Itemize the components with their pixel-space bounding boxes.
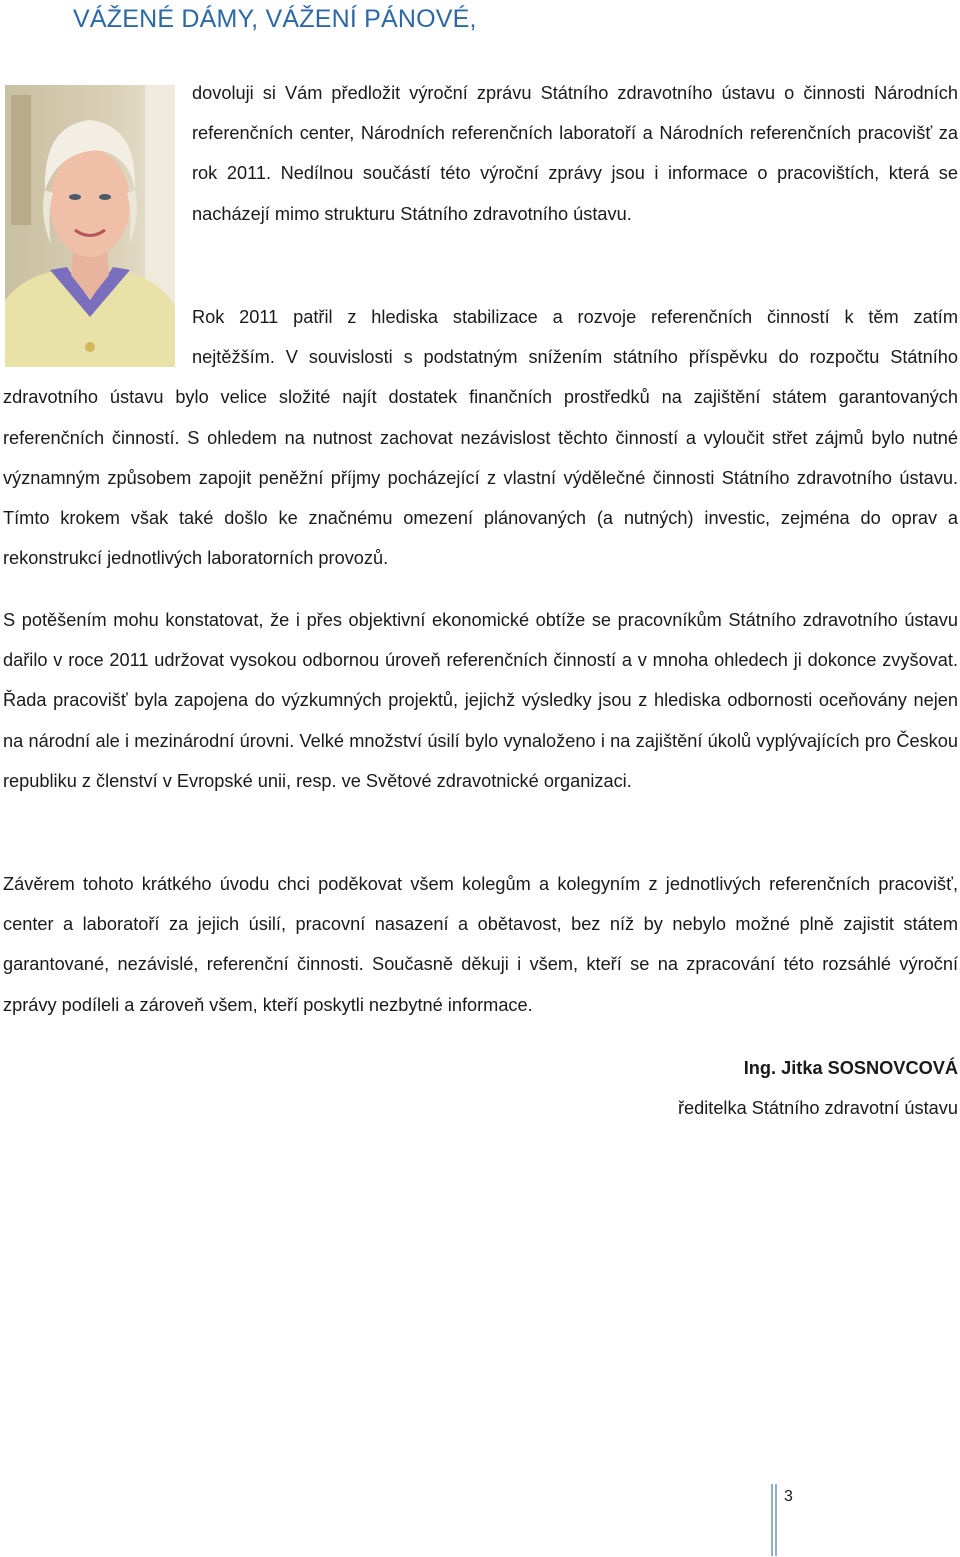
page-number: 3 — [784, 1488, 793, 1505]
stabilization-line-2-start: nejtěžším. — [192, 347, 275, 368]
portrait-photo-icon — [5, 85, 175, 367]
signature-name: Ing. Jitka SOSNOVCOVÁ — [743, 1058, 958, 1078]
page-number-rule-inner — [775, 1484, 777, 1556]
page-heading: VÁŽENÉ DÁMY, VÁŽENÍ PÁNOVÉ, — [73, 5, 477, 33]
stabilization-continuation: V souvislosti s podstatným snížením státního příspěvku do rozpočtu Státního zdravotního ústavu bylo velice složité najít dostatek finančních prostředků na zajištění státem garantovaných referenčních činností. S ohledem na nutnost zachovat nezávislost těchto činností a vyloučit střet zájmů bylo nutné významným způsobem zapojit peněžní příjmy pocházející z vlastní výdělečné činnosti Státního zdravotního ústavu. Tímto krokem však také došlo ke značnému omezení plánovaných (a nutných) investic, zejména do oprav a rekonstrukcí jednotlivých laboratorních provozů. — [3, 347, 958, 569]
intro-paragraph: dovoluji si Vám předložit výroční zprávu Státního zdravotního ústavu o činnosti Národních referenčních center, Národních referenčních laboratoří a Národních referenčních pracovišť za rok 2011. Nedílnou součástí této výroční zprávy jsou i informace o pracovištích, která se nacházejí mimo strukturu Státního zdravotního ústavu. — [192, 83, 958, 224]
portrait-photo — [5, 85, 175, 367]
stabilization-paragraph — [3, 297, 958, 578]
achievements-paragraph: S potěšením mohu konstatovat, že i přes objektivní ekonomické obtíže se pracovníkům Státního zdravotního ústavu dařilo v roce 2011 udržovat vysokou odbornou úroveň referenčních činností a v mnoha ohledech ji dokonce zvyšovat. Řada pracovišť byla zapojena do výzkumných projektů, jejichž výsledky jsou z hlediska odbornosti oceňovány nejen na národní ale i mezinárodní úrovni. Velké množství úsilí bylo vynaloženo i na zajištění úkolů vyplývajících pro Českou republiku z členství v Evropské unii, resp. ve Světové zdravotnické organizaci. — [3, 610, 958, 791]
closing-paragraph: Závěrem tohoto krátkého úvodu chci poděkovat všem kolegům a kolegyním z jednotlivých referenčních pracovišť, center a laboratoří za jejich úsilí, pracovní nasazení a obětavost, bez níž by nebylo možné plně zajistit státem garantované, nezávislé, referenční činnosti. Současně děkuji i všem, kteří se na zpracování této rozsáhlé výroční zprávy podíleli a zároveň všem, kteří poskytli nezbytné informace. — [3, 874, 958, 1015]
page-number-rule — [771, 1484, 773, 1556]
signature-title: ředitelka Státního zdravotní ústavu — [677, 1098, 958, 1118]
stabilization-line-1: Rok 2011 patřil z hlediska stabilizace a rozvoje referenčních činností k těm zatím — [192, 307, 958, 327]
